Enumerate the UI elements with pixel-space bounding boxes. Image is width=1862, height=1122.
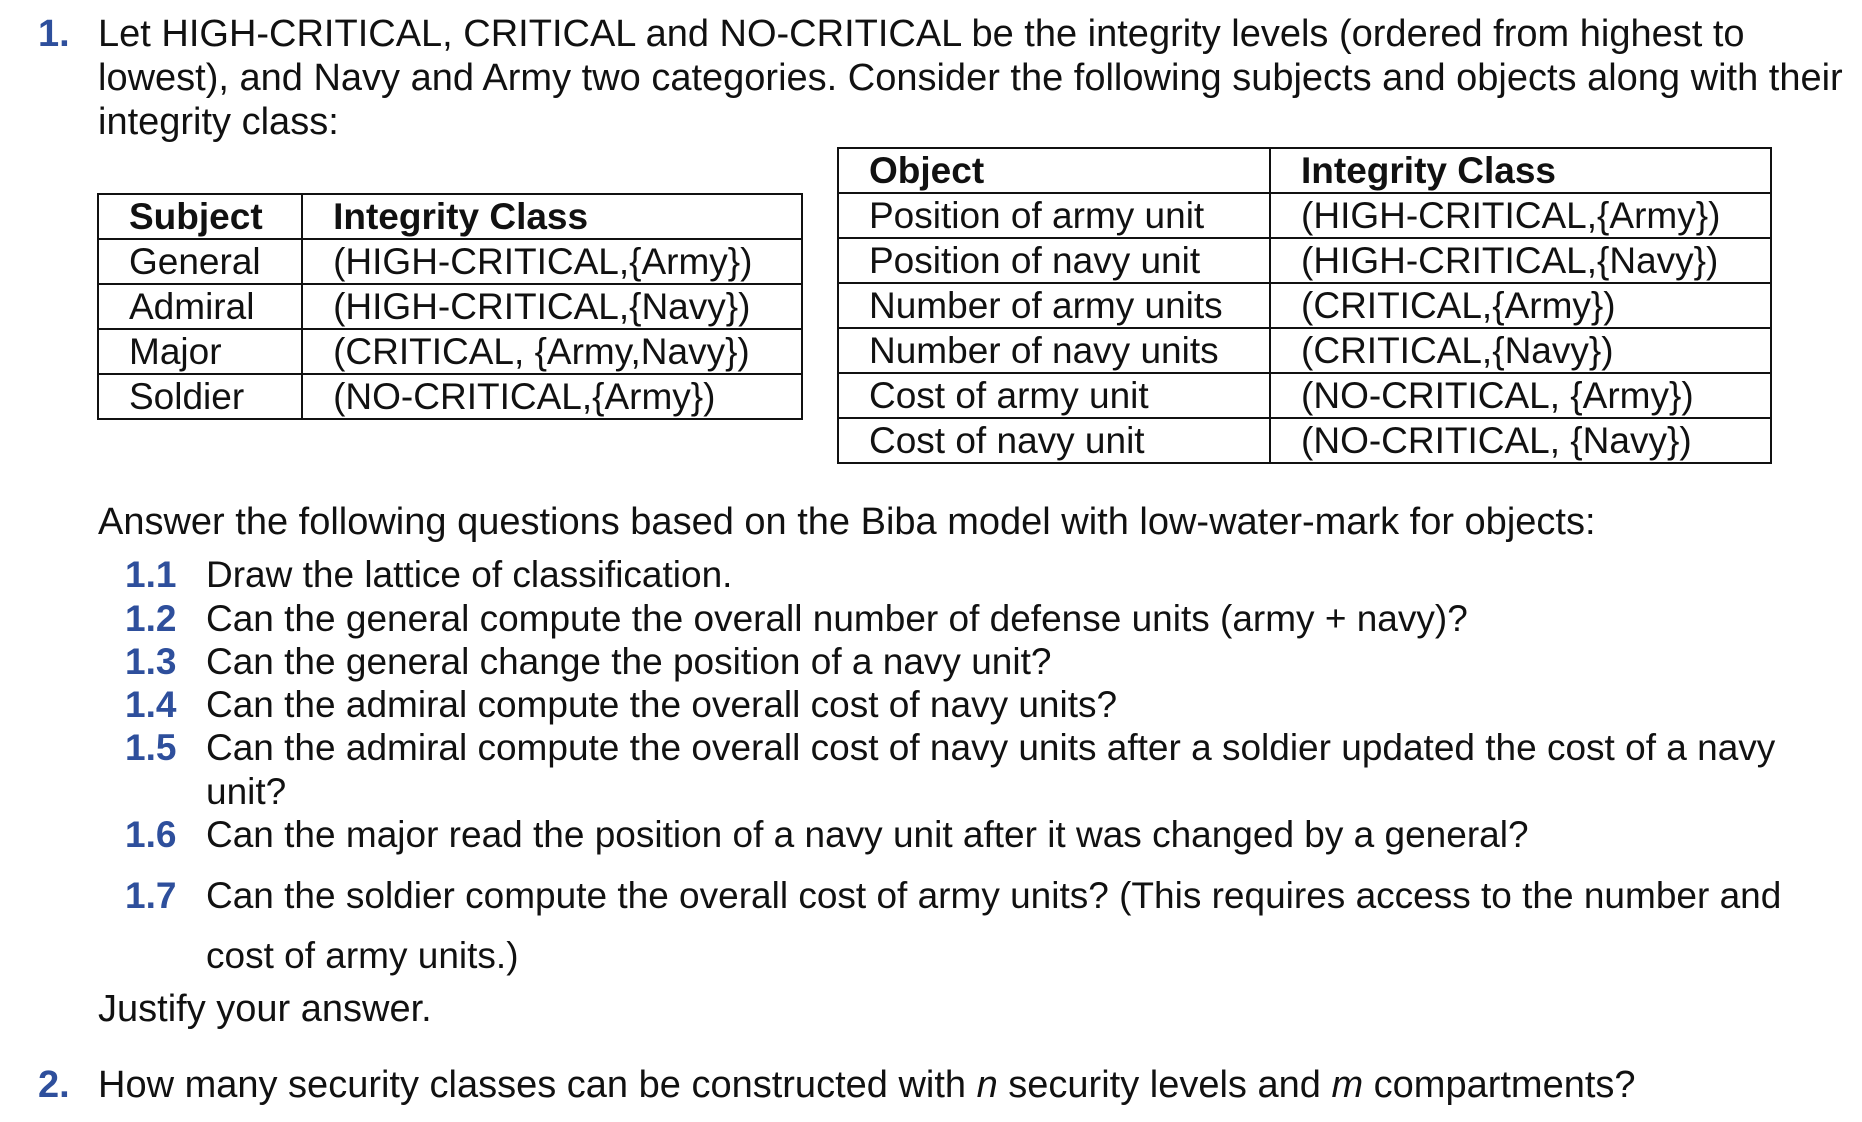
subquestion-text: Can the general change the position of a navy unit? bbox=[206, 641, 1052, 682]
subquestion-number: 1.3 bbox=[125, 641, 177, 682]
subquestion-number: 1.2 bbox=[125, 598, 177, 639]
object-cell: Number of navy units bbox=[838, 328, 1270, 373]
table-row bbox=[838, 238, 1771, 283]
subquestion-number: 1.7 bbox=[125, 875, 177, 916]
question-2-text bbox=[98, 1063, 1636, 1107]
table-row bbox=[838, 418, 1771, 463]
question-2-text-a: How many security classes can be constructed with bbox=[98, 1064, 977, 1106]
integrity-cell: (CRITICAL, {Army,Navy}) bbox=[302, 329, 802, 374]
subquestion-text: Can the general compute the overall number of defense units (army + navy)? bbox=[206, 598, 1468, 639]
table-row bbox=[98, 374, 802, 419]
object-cell: Number of army units bbox=[838, 283, 1270, 328]
table-row bbox=[838, 283, 1771, 328]
subject-table bbox=[97, 193, 803, 420]
subject-header: Subject bbox=[98, 194, 302, 239]
integrity-cell: (HIGH-CRITICAL,{Navy}) bbox=[1270, 238, 1771, 283]
object-cell: Position of army unit bbox=[838, 193, 1270, 238]
integrity-cell: (HIGH-CRITICAL,{Army}) bbox=[302, 239, 802, 284]
question-2-text-c: compartments? bbox=[1363, 1064, 1636, 1106]
subquestion-text: Can the major read the position of a navy unit after it was changed by a general? bbox=[206, 814, 1529, 855]
subject-integrity-header: Integrity Class bbox=[302, 194, 802, 239]
integrity-cell: (NO-CRITICAL, {Army}) bbox=[1270, 373, 1771, 418]
subject-cell: Admiral bbox=[98, 284, 302, 329]
subquestion-number: 1.5 bbox=[125, 727, 177, 768]
table-row bbox=[838, 193, 1771, 238]
object-table bbox=[837, 147, 1772, 464]
subquestion-text: cost of army units.) bbox=[206, 935, 519, 976]
object-table-header bbox=[838, 148, 1771, 193]
subquestion-text: Can the soldier compute the overall cost of army units? (This requires access to the number and bbox=[206, 875, 1782, 916]
answer-intro: Answer the following questions based on the Biba model with low-water-mark for objects: bbox=[98, 501, 1596, 543]
question-2-text-b: security levels and bbox=[997, 1064, 1332, 1106]
subject-cell: General bbox=[98, 239, 302, 284]
table-row bbox=[98, 284, 802, 329]
subquestion-number: 1.6 bbox=[125, 814, 177, 855]
subject-table-header bbox=[98, 194, 802, 239]
justify-instruction: Justify your answer. bbox=[98, 988, 432, 1030]
question-1-intro-line-1: Let HIGH-CRITICAL, CRITICAL and NO-CRITICAL be the integrity levels (ordered from highest to bbox=[98, 13, 1745, 55]
subject-cell: Soldier bbox=[98, 374, 302, 419]
subquestion-number: 1.4 bbox=[125, 684, 177, 725]
question-1-intro-line-2: lowest), and Navy and Army two categories. Consider the following subjects and objects along with their bbox=[98, 57, 1843, 99]
subquestion-number: 1.1 bbox=[125, 554, 177, 595]
object-cell: Cost of navy unit bbox=[838, 418, 1270, 463]
object-header: Object bbox=[838, 148, 1270, 193]
question-1-intro-line-3: integrity class: bbox=[98, 101, 339, 143]
integrity-cell: (NO-CRITICAL, {Navy}) bbox=[1270, 418, 1771, 463]
integrity-cell: (CRITICAL,{Army}) bbox=[1270, 283, 1771, 328]
question-1-number: 1. bbox=[38, 13, 70, 55]
question-2-number: 2. bbox=[38, 1064, 70, 1106]
table-row bbox=[838, 328, 1771, 373]
object-integrity-header: Integrity Class bbox=[1270, 148, 1771, 193]
subquestion-text: Draw the lattice of classification. bbox=[206, 554, 733, 595]
subquestion-text: Can the admiral compute the overall cost of navy units after a soldier updated the cost of a navy bbox=[206, 727, 1776, 768]
integrity-cell: (NO-CRITICAL,{Army}) bbox=[302, 374, 802, 419]
variable-m: m bbox=[1331, 1064, 1364, 1106]
subject-cell: Major bbox=[98, 329, 302, 374]
table-row bbox=[98, 239, 802, 284]
object-cell: Cost of army unit bbox=[838, 373, 1270, 418]
integrity-cell: (CRITICAL,{Navy}) bbox=[1270, 328, 1771, 373]
variable-n: n bbox=[976, 1064, 998, 1106]
integrity-cell: (HIGH-CRITICAL,{Navy}) bbox=[302, 284, 802, 329]
subquestion-text: unit? bbox=[206, 771, 287, 812]
object-cell: Position of navy unit bbox=[838, 238, 1270, 283]
table-row bbox=[838, 373, 1771, 418]
table-row bbox=[98, 329, 802, 374]
subquestion-text: Can the admiral compute the overall cost of navy units? bbox=[206, 684, 1118, 725]
integrity-cell: (HIGH-CRITICAL,{Army}) bbox=[1270, 193, 1771, 238]
